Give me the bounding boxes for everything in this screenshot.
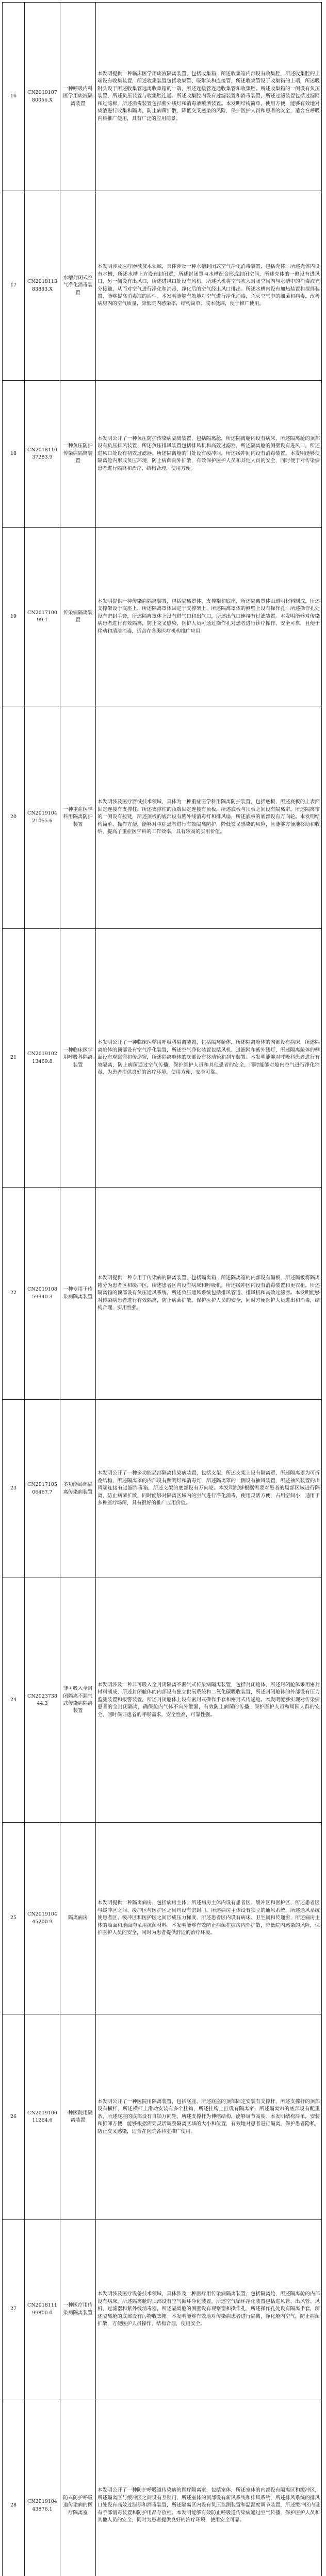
patent-name: 一种医院用隔离装置 [60, 2014, 96, 2220]
row-index: 17 [3, 191, 25, 381]
table-row [3, 381, 322, 528]
patent-abstract [96, 2014, 322, 2220]
table-row [3, 2399, 322, 2576]
patent-number: CN201910421055.6 [25, 706, 60, 929]
row-index: 25 [3, 1823, 25, 2014]
table-row [3, 929, 322, 1188]
patent-number: CN201710506467.7 [25, 1400, 60, 1578]
patent-number: CN201710099.1 [25, 528, 60, 706]
patent-abstract [96, 528, 322, 706]
abstract-text: 本发明公开了一种临床医学用呼吸科隔离装置，包括隔离舱体，所述隔离舱体的内部设有病床，所述隔离舱体的顶部设有空气净化装置，所述空气净化装置包括风机、过滤网和紫外线灯，所述隔离舱体的侧面设有观察窗和传递窗，所述隔离舱体的底部设有移动轮和刹车装置。本发明能够对呼吸科患者进行有效隔离，防止病菌通过空气传播，保护医护人员和其他患者的安全，同时能够对舱内空气进行净化消毒，为患者提供良好的治疗环境，使用方便，安全可靠。 [97, 1040, 320, 1076]
patent-name: 传染病隔离装置 [60, 528, 96, 706]
patent-abstract [96, 3, 322, 191]
patent-number: CN201811037283.9 [25, 381, 60, 528]
row-index: 28 [3, 2399, 25, 2576]
patent-name: 一种重症医学科用隔离防护装置 [60, 706, 96, 929]
row-index: 24 [3, 1578, 25, 1823]
table-row [3, 2220, 322, 2399]
abstract-text: 本发明提供一种临床医学用痰液隔离装置，包括收集箱，所述收集箱内部设有收集腔，所述收集腔的上端设有收集装置，所述收集装置包括收集管、吸附头和连接管，所述收集管设于收集箱的上端，所述吸附头设于所述收集管远离收集箱的一端，所述连接管连通收集管和收集腔。所述收集箱的一侧设有负压装置，所述负压装置与收集腔连通。所述收集腔内设有过滤装置和消毒装置，所述过滤装置包括过滤网和过滤棉，所述消毒装置包括紫外线灯和消毒液喷洒装置。本发明结构简单，使用方便，能够有效地对痰液进行收集和隔离，防止病菌扩散，降低交叉感染的风险，保护医护人员和患者的安全，适合在呼吸内科推广使用，具有广泛的应用前景。 [97, 71, 320, 122]
abstract-text: 本发明提供一种专用于传染病的隔离装置，包括隔离箱，所述隔离箱的内部设有隔板，所述隔板将隔离箱分为患者区和缓冲区，所述患者区内设有病床和呼吸机，所述缓冲区内设有消毒装置和更衣柜，所述隔离箱的顶部设有负压通风系统，所述负压通风系统包括排风管道、排风机和高效过滤器。本发明能够对传染病患者进行有效隔离，防止病菌扩散，保护医护人员的安全，同时方便医护人员进出和消毒，结构合理，实用性强。 [97, 1275, 320, 1311]
row-index: 23 [3, 1400, 25, 1578]
row-index: 21 [3, 929, 25, 1188]
patent-name: 一种呼吸内科医学用痰液隔离装置 [60, 3, 96, 191]
abstract-text: 本发明公开了一种防护呼吸道传染病的医疗隔离室，包括室体，所述室体的内部设有隔离区和缓冲区，所述隔离区与缓冲区之间设有互锁门，所述室体的顶部设有新风系统和排风系统，所述排风系统的排风口处设有高效过滤器和消毒装置，所述隔离区内设有负压监测装置和温湿度调节装置，所述缓冲区内设有手部消毒装置和防护用品存放柜。本发明能够有效防止呼吸道传染病通过空气传播，保护医护人员和其他人员的安全，同时为患者提供良好的治疗环境，使用安全可靠。 [97, 2487, 320, 2523]
abstract-text: 本发明公开了一种负压防护传染病隔离装置，包括隔离舱，所述隔离舱内设有病床，所述隔离舱的顶部设有负压排风装置，所述负压排风装置包括排风机和高效过滤器，所述隔离舱的侧壁设有进风口，所述进风口处设有初效过滤器。所述隔离舱的门处设有缓冲间，所述缓冲间内设有消毒装置。本发明能够使隔离舱内形成负压环境，防止病菌向外扩散，有效保护医护人员和其他人员的安全，同时便于对传染病患者进行隔离和治疗，结构合理，使用方便。 [97, 435, 320, 471]
patent-number: CN202373844.3 [25, 1578, 60, 1823]
patent-abstract [96, 191, 322, 381]
row-index: 22 [3, 1188, 25, 1400]
row-index: 26 [3, 2014, 25, 2220]
patent-abstract [96, 2220, 322, 2399]
table-row [3, 1400, 322, 1578]
patent-abstract [96, 2399, 322, 2576]
table-row [3, 528, 322, 706]
table-row [3, 1823, 322, 2014]
patent-abstract [96, 381, 322, 528]
patent-name: 一种专用于传染病隔离装置 [60, 1188, 96, 1400]
table-row [3, 191, 322, 381]
patent-name: 一种医疗用传染病隔离装置 [60, 2220, 96, 2399]
table-row [3, 706, 322, 929]
patent-number: CN201811383883.X [25, 191, 60, 381]
patent-number: CN201910780056.X [25, 3, 60, 191]
patent-name: 隔离病房 [60, 1823, 96, 2014]
patent-number: CN201910611264.6 [25, 2014, 60, 2220]
abstract-text: 本发明涉及医疗设备技术领域，具体涉及一种医疗用传染病隔离装置，包括隔离舱，所述隔离舱的内部设有病床，所述隔离舱的顶部设有空气循环净化装置，所述空气循环净化装置包括进风管、出风管、风机、过滤器和紫外线消毒器，所述隔离舱的侧壁设有观察窗和操作孔，所述操作孔处设有隔离手套，所述隔离舱的底部设有污物收集箱。本发明能够有效地对传染病患者进行隔离，净化舱内空气，防止病菌扩散，方便医护人员操作，结构合理，使用安全。 [97, 2291, 320, 2327]
patent-number: CN201910445200.9 [25, 1823, 60, 2014]
patent-abstract [96, 1578, 322, 1823]
patent-abstract [96, 1400, 322, 1578]
patent-abstract [96, 929, 322, 1188]
patent-name: 一种临床医学用呼吸科隔离装置 [60, 929, 96, 1188]
row-index: 27 [3, 2220, 25, 2399]
patent-number: CN201910213469.8 [25, 929, 60, 1188]
row-index: 20 [3, 706, 25, 929]
row-index: 16 [3, 3, 25, 191]
patent-abstract [96, 1188, 322, 1400]
patent-name: 非可吸入全封闭隔离不漏气式传染病隔离装置 [60, 1578, 96, 1823]
abstract-text: 本发明提供一种传染病隔离装置，包括隔离罩体、支撑架和底座，所述隔离罩体由透明材料制成，所述支撑架设于底座上，所述隔离罩体固定于支撑架上，所述隔离罩体的侧壁上设有操作孔，所述操作孔处设有密封手套，所述隔离罩体上设有进气口和出气口，所述出气口连接有过滤装置。本发明能够对传染病患者进行有效隔离，防止交叉感染，医护人员可通过操作孔对患者进行诊疗操作，安全可靠，且便于移动和清洁消毒，适合在各类医疗机构推广应用。 [97, 598, 320, 634]
patent-number: CN201811199800.0 [25, 2220, 60, 2399]
patent-number: CN201910859940.3 [25, 1188, 60, 1400]
abstract-text: 本发明涉及一种非可吸入全封闭隔离不漏气式传染病隔离装置，包括封闭舱体，所述封闭舱体采用密封材料制成，所述封闭舱体的内部设有独立供氧系统和二氧化碳吸收装置，所述封闭舱体的外部设有压力监测装置和报警装置，所述封闭舱体上设有密封式操作手套和密封式传递舱。本发明能够实现对传染病患者的全封闭隔离，确保舱内气体不向外泄漏，有效防止病菌的传播，保护医护人员和周围人群的安全，同时保证患者的呼吸需求，安全性高，可靠性强。 [97, 1682, 320, 1718]
table-row [3, 3, 322, 191]
abstract-text: 本发明提供一种隔离病房，包括病房主体，所述病房主体内设有患者区、缓冲区和医护区，所述患者区与缓冲区之间、缓冲区与医护区之间均设有密封门，所述病房主体设有独立的通风系统，所述通风系统使患者区、缓冲区和医护区之间形成压力梯度，所述患者区内设有病床、卫生间和传递窗，所述病房主体的墙面和地面均采用抗菌材料。本发明能够有效防止病菌在病房内外扩散，降低院内感染的风险，保护医护人员的安全，同时为患者提供舒适的治疗环境。 [97, 1900, 320, 1936]
row-index: 18 [3, 381, 25, 528]
patent-table-body [3, 3, 322, 2576]
patent-number: CN201910443876.1 [25, 2399, 60, 2576]
patent-name: 防式防护呼吸道传染病的医疗隔离室 [60, 2399, 96, 2576]
patent-table [2, 2, 322, 2576]
patent-name: 一种负压防护传染病隔离装置 [60, 381, 96, 528]
patent-name: 多功能局部隔离传染病装置 [60, 1400, 96, 1578]
abstract-text: 本发明公开了一种多功能局部隔离传染病装置，包括支架，所述支架上设有隔离罩，所述隔离罩为可折叠结构，所述隔离罩的内部设有照明灯和消毒灯，所述隔离罩的一侧设有抽风装置，所述抽风装置的出风端连接有过滤消毒箱，所述支架的底部设有万向轮。本发明能够根据需要对患者的局部区域进行隔离，防止病菌扩散，同时能够对隔离区域内的空气进行净化消毒，使用灵活方便，占用空间小，适用于多种医疗场所，具有很好的推广应用价值。 [97, 1470, 320, 1506]
table-row [3, 2014, 322, 2220]
patent-name: 水槽封闭式空气净化消毒装置 [60, 191, 96, 381]
table-row [3, 1188, 322, 1400]
patent-abstract [96, 1823, 322, 2014]
table-row [3, 1578, 322, 1823]
patent-abstract [96, 706, 322, 929]
abstract-text: 本发明涉及医疗器械技术领域，具体为一种重症医学科用隔离防护装置，包括底板，所述底板的上表面固定连接有支撑柱，所述支撑柱的顶端固定连接有顶板，所述底板与顶板之间设有隔离帘，所述隔离帘的一侧设有拉链，所述顶板的底部设有紫外线消毒灯和排风扇，所述底板的底部设有万向轮。本发明结构简单，操作方便，能够对重症患者进行有效隔离防护，降低交叉感染的风险，且能够方便地移动和收纳，提高了重症医学科的工作效率，具有较高的实用价值。 [97, 799, 320, 835]
abstract-text: 本发明公开了一种医院用隔离装置，包括底座，所述底座的顶部固定安装有支撑杆，所述支撑杆的顶部设有横杆，所述横杆上滑动安装有多个挂钩，所述挂钩上挂设有隔离帘，所述隔离帘的底部设有配重条，所述底座的底部设有自锁万向轮，所述支撑杆为伸缩结构，能够调节高度。本发明结构简单，安装和拆卸方便，能够根据需要灵活调整隔离区域的大小和位置，有效地对患者进行隔离，保护患者隐私，防止交叉感染，适合在医院各科室推广使用。 [97, 2098, 320, 2134]
row-index: 19 [3, 528, 25, 706]
abstract-text: 本发明涉及医疗器械技术领域，具体涉及一种水槽封闭式空气净化消毒装置，包括壳体，所述壳体内设有水槽，所述水槽上方设有封闭罩，所述封闭罩与水槽配合形成封闭空间，所述壳体的一侧设有进风口，另一侧设有出风口，所述进风口处设有风机，所述风机将空气吹入封闭空间内与水槽中的消毒液充分接触，从而对空气进行净化和消毒，净化后的空气经出风口排出。所述水槽内设有加热装置和搅拌装置，能够提高消毒液的活性。本发明能够有效地对空气进行净化消毒，杀灭空气中的细菌和病毒，改善病房内的空气质量，降低院内感染率，结构简单，成本低廉，便于推广使用。 [97, 264, 320, 307]
